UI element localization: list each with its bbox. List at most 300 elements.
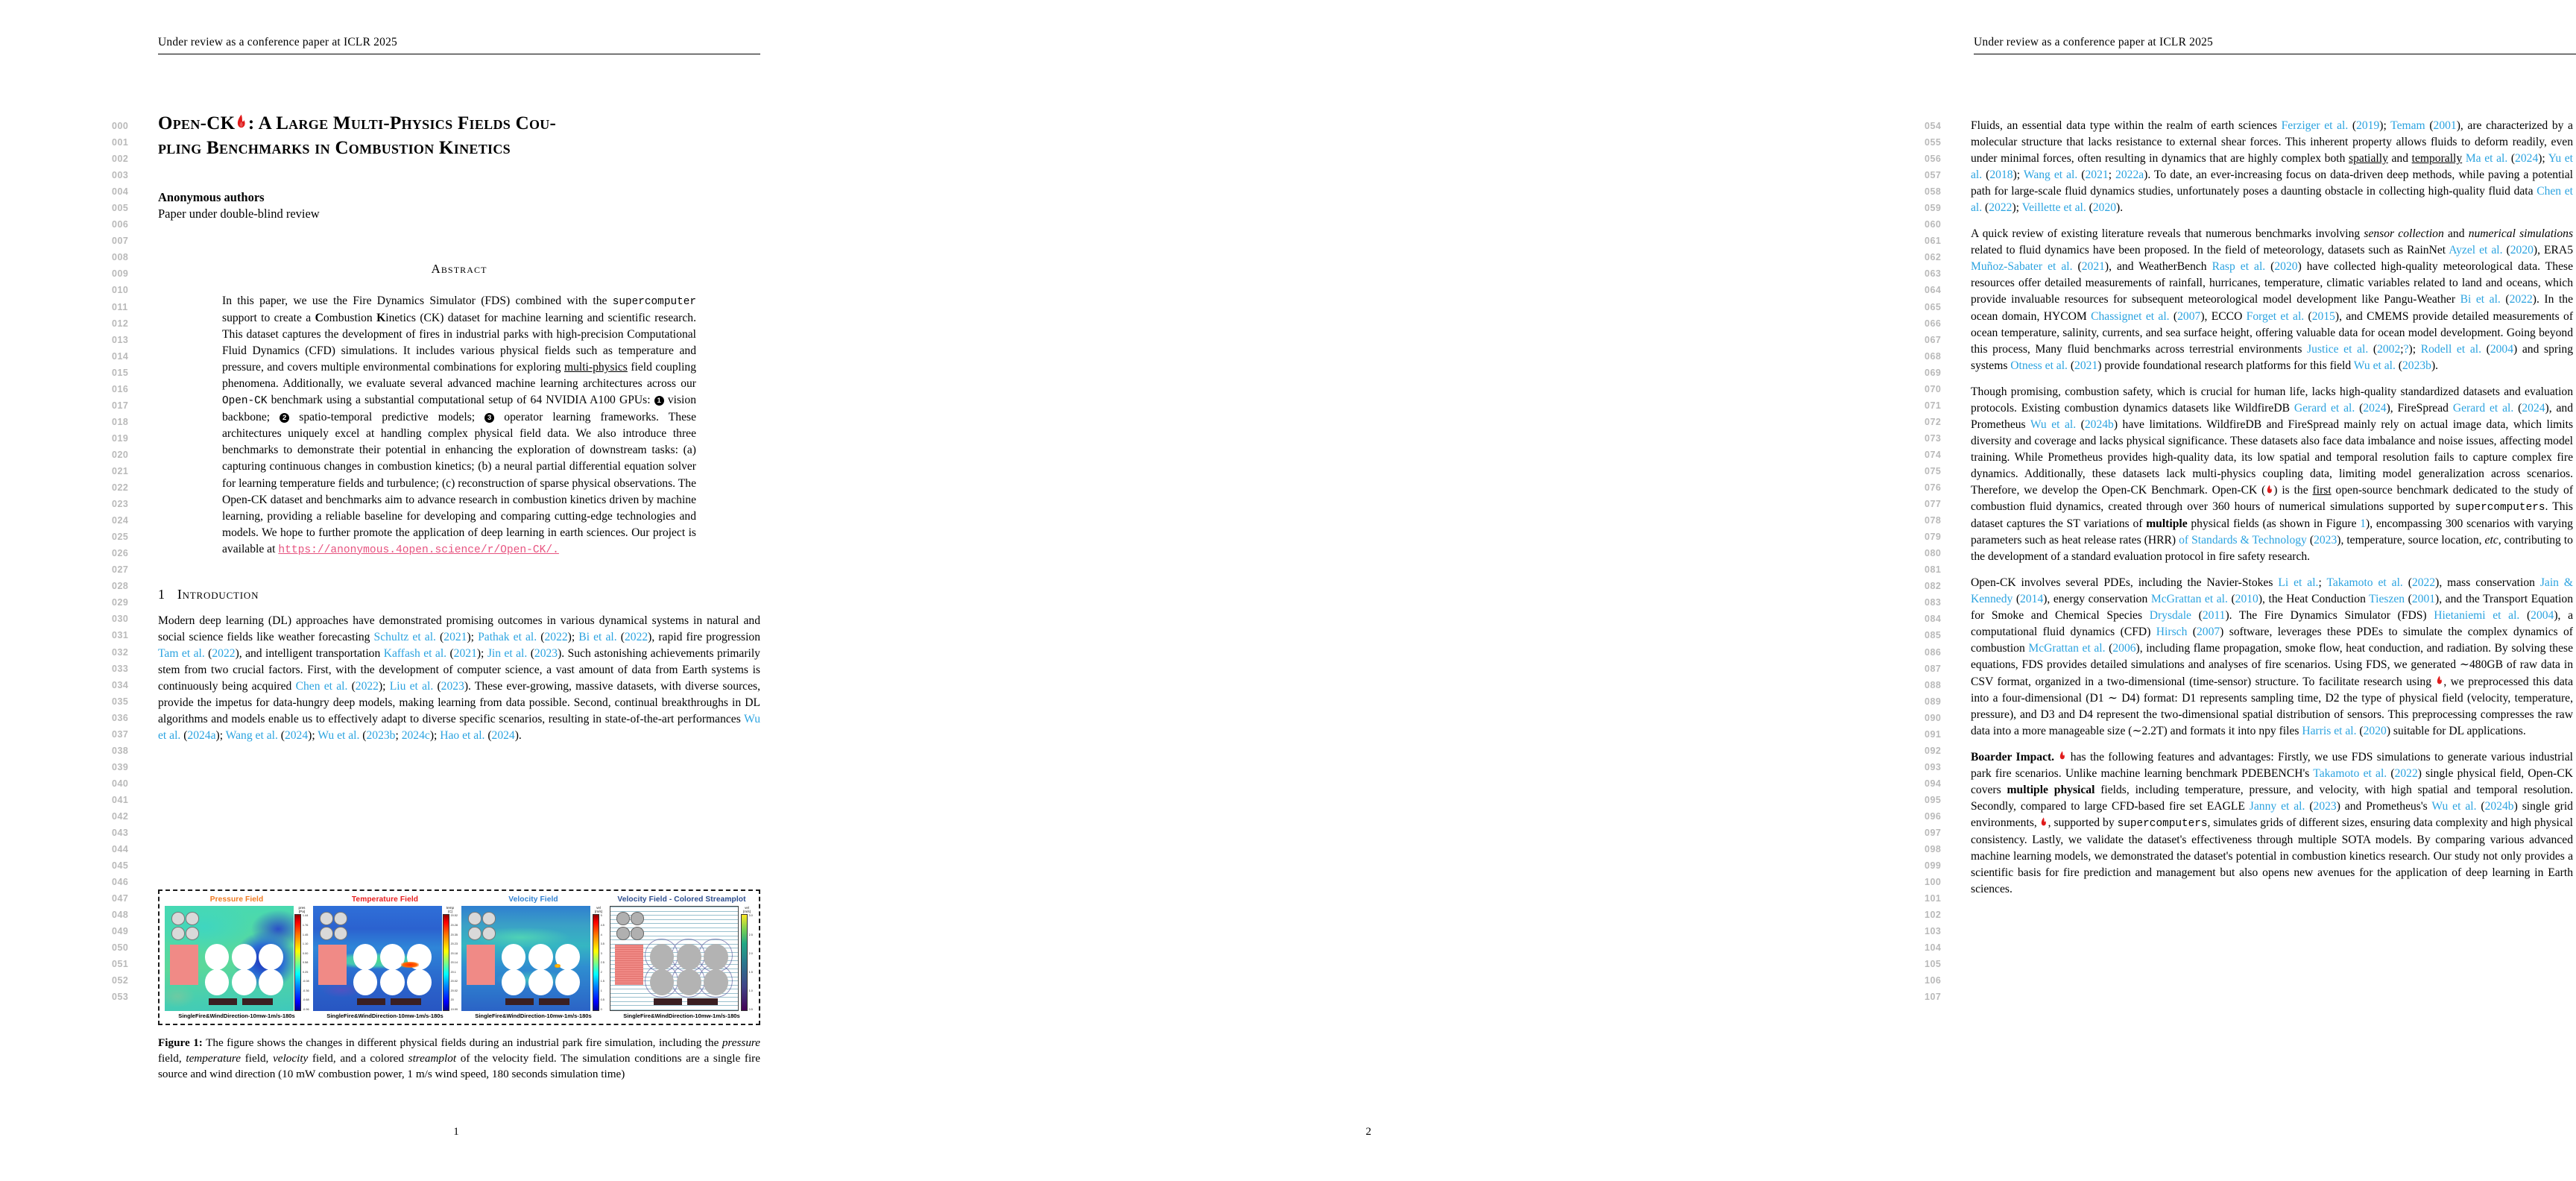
citation[interactable]: Ferziger et al. — [2281, 119, 2349, 132]
panel-body — [165, 906, 309, 1011]
author-name: Anonymous authors — [158, 190, 265, 204]
text-run: ), and intelligent transportation — [235, 646, 384, 660]
storage-tank-icon — [171, 927, 185, 940]
line-number: 048 — [112, 910, 129, 921]
colorbar-tick: 3.0 — [748, 914, 753, 918]
citation[interactable]: 2001 — [2433, 119, 2457, 132]
abstract-bold-c: C — [315, 312, 323, 325]
line-number: 052 — [112, 975, 129, 986]
bullet-2: 2 — [280, 413, 289, 423]
colorbar-tick: 4.5 — [600, 923, 604, 927]
text-run: ( — [2076, 418, 2085, 431]
text-run: ( — [2169, 309, 2178, 323]
citation[interactable]: Tam et al. — [158, 646, 205, 660]
figure-caption-velocity: velocity — [273, 1052, 309, 1065]
line-number: 081 — [1925, 564, 1942, 576]
citation[interactable]: Wang et al. — [2023, 169, 2078, 182]
colorbar-tick: -0.08 — [302, 980, 309, 983]
line-number: 047 — [112, 893, 129, 904]
citation[interactable]: 2019 — [2356, 119, 2380, 132]
citation[interactable]: McGrattan et al. — [2028, 642, 2106, 655]
citation[interactable]: of Standards & Technology — [2179, 534, 2307, 547]
citation[interactable]: Wang et al. — [225, 729, 278, 743]
line-number: 041 — [112, 794, 129, 805]
text-run: ); — [378, 679, 390, 693]
panel-plot — [313, 906, 442, 1011]
text-run: ) have collected high-quality meteorological data. These resources offer detailed measurements of rainfall, hurricanes, temperature, climatic variables related to land and oceans, which provide invaluable resources for subsequent meteorological model development like Pangu-Weather — [1971, 260, 2573, 306]
citation[interactable]: Veillette et al. — [2021, 201, 2086, 215]
line-number: 003 — [112, 170, 129, 181]
text-run: ) provide foundational research platforms for this field — [2097, 359, 2354, 372]
colorbar-tick: 2.0 — [748, 951, 753, 955]
line-number: 001 — [112, 137, 129, 148]
citation[interactable]: Liu et al. — [389, 679, 434, 693]
text-run: ( — [2305, 799, 2314, 813]
colorbar-ticks — [599, 914, 604, 1011]
text-run: ( — [2355, 401, 2364, 415]
line-number: 055 — [1925, 137, 1942, 148]
colorbar — [590, 906, 605, 1011]
text-run: Though promising, combustion safety, which is crucial for human life, lacks high-quality standardized datasets and evaluation protocols. Existing combustion dynamics datasets like WildfireDB — [1971, 385, 2573, 415]
line-number: 023 — [112, 499, 129, 510]
line-number: 033 — [112, 663, 129, 674]
line-number: 016 — [112, 383, 129, 394]
text-run: ( — [2348, 119, 2357, 132]
line-number: 090 — [1925, 712, 1942, 723]
citation[interactable]: Chassignet et al. — [2091, 309, 2170, 323]
citation[interactable]: Kaffash et al. — [383, 646, 447, 660]
line-number: 070 — [1925, 383, 1942, 394]
text-run: ) have limitations. WildfireDB and FireSpread mainly rely on actual image data, which limits diversity and coverage and lacks physical significance. These datasets also face data imbalance and noise issues, affecting model training. While Prometheus provides high-quality data, its low spatial and temporal resolution fails to capture complex fire dynamics. Additionally, these datasets lack multi-physics coupling data, limiting model generalization across scenarios. Therefore, we develop the Open-CK Benchmark. Open-CK ( — [1971, 418, 2574, 497]
citation[interactable]: 2021 — [443, 630, 467, 643]
citation[interactable]: 2022 — [2411, 576, 2436, 590]
citation[interactable]: McGrattan et al. — [2150, 593, 2228, 606]
storage-tank-icon — [334, 912, 347, 925]
fire-icon — [2059, 751, 2066, 762]
colorbar-label: vel (m/s) — [594, 906, 603, 914]
running-header-text: Under review as a conference paper at ICLR 2025 — [158, 36, 397, 48]
project-url-link[interactable]: https://anonymous.4open.science/r/Open-CK/. — [278, 544, 559, 556]
citation[interactable]: Li et al. — [2278, 576, 2319, 590]
line-number: 034 — [112, 679, 129, 690]
fire-icon — [2040, 817, 2048, 828]
citation[interactable]: Chen et al. — [1971, 185, 2573, 215]
line-number: 017 — [112, 400, 129, 411]
text-run: ( — [2306, 534, 2314, 547]
colorbar-tick: 1.76 — [302, 923, 309, 927]
figure-panel-1 — [165, 895, 309, 1019]
citation[interactable]: 2023b — [2402, 359, 2431, 372]
citation[interactable]: 2004 — [2531, 609, 2554, 623]
fire-source-block — [318, 945, 347, 985]
text-run: ( — [2481, 342, 2490, 356]
silo-shape — [380, 969, 405, 995]
citation[interactable]: 2022 — [212, 646, 236, 660]
line-number: 053 — [112, 992, 129, 1003]
citation[interactable]: 2021 — [453, 646, 477, 660]
colorbar-tick: 0 — [600, 1007, 602, 1011]
line-number: 011 — [112, 301, 128, 312]
citation[interactable]: Jin et al. — [487, 646, 528, 660]
line-number: 079 — [1925, 532, 1942, 543]
text-run: ( — [2507, 152, 2516, 166]
line-number: 102 — [1925, 910, 1942, 921]
citation[interactable]: Wu et al. — [2431, 799, 2477, 813]
abstract-mono-openck: Open-CK — [222, 395, 268, 408]
citation[interactable]: 2023 — [2313, 799, 2337, 813]
silo-shape — [259, 969, 283, 995]
citation[interactable]: 2022a — [2115, 169, 2144, 182]
text-run: ( — [2356, 724, 2364, 737]
figure-caption-b: field, — [158, 1052, 186, 1065]
text-run: ( — [1982, 201, 1989, 215]
building-block — [209, 998, 237, 1004]
text-run: ), energy conservation — [2043, 593, 2151, 606]
citation[interactable]: 2021 — [2074, 359, 2098, 372]
building-block — [539, 998, 570, 1004]
colorbar-tick: 0.5 — [748, 1007, 753, 1011]
text-run: ), and CMEMS provide detailed measurements of ocean temperature, salinity, currents, and sea surface height, offering valuable data for ocean model development. Going beyond this process, Many fluid benchmarks across terrestrial environments — [1971, 309, 2574, 356]
citation[interactable]: Drysdale — [2149, 609, 2191, 623]
citation[interactable]: Pathak et al. — [478, 630, 537, 643]
citation[interactable]: Wu et al. — [318, 729, 360, 743]
citation[interactable]: 2021 — [2081, 260, 2105, 274]
line-number: 093 — [1925, 761, 1942, 772]
citation[interactable]: 2014 — [2020, 593, 2044, 606]
citation[interactable]: 2022 — [355, 679, 379, 693]
citation[interactable]: Wu et al. — [158, 713, 760, 743]
line-number: 068 — [1925, 350, 1942, 362]
abstract-text-1: In this paper, we use the Fire Dynamics Simulator (FDS) combined with the — [222, 295, 613, 307]
citation[interactable]: 1 — [2360, 517, 2367, 531]
text-run: Fluids, an essential data type within the realm of earth sciences — [1971, 119, 2282, 132]
figure-panel-4 — [610, 895, 754, 1019]
line-number: 014 — [112, 350, 129, 362]
silo-shape — [353, 969, 378, 995]
citation[interactable]: Yu et al. — [1971, 152, 2573, 182]
citation[interactable]: 2018 — [1989, 169, 2013, 182]
line-number: 043 — [112, 828, 129, 839]
colorbar-label: vel (m/s) — [742, 906, 751, 914]
text-run: and — [2443, 227, 2469, 241]
text-run: . This dataset captures the ST variations of — [1971, 500, 2573, 531]
text-run: ); — [2012, 169, 2024, 182]
citation[interactable]: Schultz et al. — [373, 630, 436, 643]
citation[interactable]: Otness et al. — [2010, 359, 2068, 372]
citation[interactable]: 2020 — [2092, 201, 2117, 215]
colorbar-tick: 20.1 — [450, 970, 456, 974]
text-run: ( — [433, 679, 441, 693]
citation[interactable]: Tieszen — [2369, 593, 2405, 606]
text-run: ( — [2513, 401, 2522, 415]
storage-tank-icon — [482, 927, 496, 940]
line-number: 092 — [1925, 745, 1942, 756]
text-run: ( — [2395, 359, 2402, 372]
colorbar-tick: -0.36 — [302, 989, 309, 992]
underlined-run: spatially — [2349, 152, 2388, 166]
figure-panel-2 — [313, 895, 457, 1019]
line-number: 038 — [112, 745, 129, 756]
line-number: 066 — [1925, 318, 1942, 329]
citation[interactable]: 2010 — [2235, 593, 2258, 606]
line-number: 104 — [1925, 942, 1942, 954]
figure-1-container — [158, 889, 760, 1082]
citation[interactable]: 2022 — [624, 630, 648, 643]
line-number: 002 — [112, 154, 129, 165]
citation[interactable]: 2006 — [2112, 642, 2136, 655]
storage-tank-icon — [468, 927, 482, 940]
citation[interactable]: Harris et al. — [2302, 724, 2357, 737]
colorbar-ticks — [301, 914, 309, 1011]
citation[interactable]: 2024a — [187, 729, 216, 743]
line-number: 050 — [112, 942, 129, 954]
citation[interactable]: 2024 — [2363, 401, 2387, 415]
colorbar-tick: 19.99 — [450, 1007, 458, 1011]
silo-shape — [205, 969, 230, 995]
citation[interactable]: 2004 — [2490, 342, 2514, 356]
citation[interactable]: 2001 — [2411, 593, 2436, 606]
citation[interactable]: Jain & Kennedy — [1971, 576, 2574, 606]
silo-shape — [528, 944, 553, 970]
text-run: ); — [476, 646, 487, 660]
citation[interactable]: 2024b — [2484, 799, 2514, 813]
citation[interactable]: Rasp et al. — [2212, 260, 2266, 274]
citation[interactable]: 2023 — [2314, 534, 2337, 547]
citation[interactable]: Muñoz-Sabater et al. — [1971, 260, 2073, 274]
colorbar-main — [294, 914, 309, 1011]
citation[interactable]: Bi et al. — [2460, 293, 2501, 306]
storage-tank-icon — [468, 912, 482, 925]
text-run: , simulates grids of different sizes, ensuring data complexity and high physical consistency. Lastly, we validate the dataset's effectiveness through multiple SOTA models. By comparing various advanced machine learning models, we demonstrated the dataset's potential in combustion kinetics research. Our study not only provides a scientific basis for fire prediction and management but also opens new avenues for the application of deep learning in Earth sciences. — [1971, 816, 2573, 896]
figure-caption-label: Figure 1: — [158, 1036, 203, 1049]
figure-caption-e: of the velocity field. The simulation conditions are a single fire source and wind direction (10 mW combustion power, 1 m/s wind speed, 180 seconds simulation time) — [158, 1052, 760, 1080]
colorbar-gradient — [593, 914, 599, 1011]
citation[interactable]: 2023 — [441, 679, 464, 693]
fire-hotspot — [555, 964, 561, 969]
fire-icon — [2436, 675, 2443, 687]
text-run: ( — [527, 646, 534, 660]
line-number: 032 — [112, 646, 129, 658]
line-number: 085 — [1925, 630, 1942, 641]
building-block — [505, 998, 534, 1004]
colorbar-ticks — [449, 914, 458, 1011]
citation[interactable]: Wu et al. — [2353, 359, 2396, 372]
colorbar-label: temp (C) — [446, 906, 455, 914]
abstract-text-9: operator learning frameworks. These architectures uniquely excel at handling complex physical field data. We also introduce three benchmarks to demonstrate their potential in enhancing the exploration of downstream tasks: (a) capturing continuous changes in combustion kinetics; (b) a neural partial differential equation solver for learning temperature fields and turbulence; (c) reconstruction of sparse physical observations. The Open-CK dataset and benchmarks aim to advance research in combustion kinetics driven by machine learning, providing a reliable baseline for developing and comparing cutting-edge technologies and models. We hope to further promote the application of deep learning in earth sciences. Our project is available at — [222, 411, 696, 555]
colorbar-tick: 0.25 — [302, 970, 309, 974]
page-2-column — [1971, 118, 2573, 907]
citation[interactable]: Forget et al. — [2246, 309, 2305, 323]
colorbar-main — [443, 914, 458, 1011]
line-number: 059 — [1925, 203, 1942, 214]
abstract-text-6: benchmark using a substantial computational setup of 64 NVIDIA A100 GPUs: — [267, 394, 654, 407]
citation[interactable]: Ayzel et al. — [2449, 244, 2503, 257]
text-run: ), the Heat Conduction — [2258, 593, 2370, 606]
text-run: ( — [2191, 609, 2203, 623]
text-run: and — [2387, 152, 2412, 166]
citation[interactable]: Gerard et al. — [2294, 401, 2355, 415]
text-run: A quick review of existing literature reveals that numerous benchmarks involving — [1971, 227, 2364, 241]
abstract-text-2: support to create a — [222, 312, 315, 325]
figure-1-caption — [158, 1035, 760, 1082]
line-number: 005 — [112, 203, 129, 214]
text-run: ); — [2408, 342, 2421, 356]
text-run: open-source benchmark dedicated to the study of combustion fluid dynamics, created through over 360 hours of numerical simulations supported by — [1971, 483, 2574, 514]
running-header-text-right: Under review as a conference paper at ICLR 2025 — [1974, 36, 2213, 48]
bullet-3: 3 — [484, 413, 494, 423]
figure-1-panels — [158, 889, 760, 1025]
text-run: ( — [2519, 609, 2531, 623]
text-run: Open-CK involves several PDEs, including the Navier-Stokes — [1971, 576, 2279, 590]
citation[interactable]: Hietaniemi et al. — [2434, 609, 2520, 623]
line-number: 096 — [1925, 810, 1942, 822]
citation[interactable]: 2024 — [284, 729, 309, 743]
text-run: ( — [180, 729, 188, 743]
citation[interactable]: 2002 — [2377, 342, 2401, 356]
citation[interactable]: Chen et al. — [295, 679, 348, 693]
building-block — [391, 998, 422, 1004]
citation[interactable]: Hao et al. — [440, 729, 485, 743]
running-header-right — [1974, 36, 2576, 54]
text-run: ), are characterized by a molecular structure that lacks resistance to external shear forces. This inherent property allows fluids to deform readily, even under minimal forces, often resulting in dynamics that are highly complex both — [1971, 119, 2573, 166]
citation[interactable]: 2023 — [534, 646, 558, 660]
text-run: ). — [514, 729, 522, 743]
text-run: ( — [2502, 244, 2510, 257]
building-block — [357, 998, 385, 1004]
line-number: 057 — [1925, 170, 1942, 181]
line-numbers-right — [1925, 118, 1956, 1006]
building-block — [242, 998, 274, 1004]
storage-tank-icon — [482, 912, 496, 925]
colorbar-gradient — [294, 914, 301, 1011]
line-number: 027 — [112, 564, 129, 576]
citation[interactable]: 2011 — [2202, 609, 2226, 623]
section-number: 1 — [158, 586, 165, 602]
text-run: ( — [277, 729, 285, 743]
citation[interactable]: 2022 — [544, 630, 568, 643]
bullet-1: 1 — [654, 396, 664, 406]
citation[interactable]: 2024 — [2522, 401, 2545, 415]
citation[interactable]: 2022 — [2394, 766, 2418, 780]
citation[interactable]: 2024 — [2515, 152, 2539, 166]
text-run: ). To date, an ever-increasing focus on data-driven deep methods, while paving a potential path for large-scale fluid dynamics studies, unfortunately poses a daunting obstacle in collecting high-quality fluid data — [1971, 169, 2573, 198]
colorbar — [442, 906, 457, 1011]
colorbar-tick: 0.58 — [302, 961, 309, 965]
text-run: ), rapid fire progression — [648, 630, 761, 643]
line-number: 035 — [112, 696, 129, 707]
text-run: ) single physical field, Open-CK covers — [1971, 766, 2574, 796]
citation[interactable]: 2024b — [2084, 418, 2114, 431]
line-number: 049 — [112, 926, 129, 937]
text-run: ( — [2425, 119, 2434, 132]
text-run: , contributing to the development of a standard evaluation protocol in fire safety research. — [1971, 534, 2573, 564]
silo-shape — [407, 969, 432, 995]
line-number: 084 — [1925, 614, 1942, 625]
text-run: ( — [2387, 766, 2395, 780]
citation[interactable]: Ma et al. — [2465, 152, 2508, 166]
colorbar-tick: 20.35 — [450, 933, 458, 936]
citation[interactable]: 2023b — [366, 729, 396, 743]
citation[interactable]: 2007 — [2196, 626, 2220, 639]
citation[interactable]: 2022 — [1989, 201, 2012, 215]
title-line2: pling Benchmarks in Combustion Kinetics — [158, 137, 511, 158]
citation[interactable]: 2024c — [401, 729, 430, 743]
line-number: 024 — [112, 515, 129, 526]
line-number: 045 — [112, 860, 129, 872]
line-number: 071 — [1925, 400, 1942, 411]
text-run: ( — [1982, 169, 1990, 182]
line-number: 067 — [1925, 334, 1942, 345]
citation[interactable]: Rodell et al. — [2420, 342, 2481, 356]
citation[interactable]: Wu et al. — [2030, 418, 2077, 431]
citation[interactable]: 2024 — [491, 729, 515, 743]
colorbar-tick: 20 — [450, 998, 454, 1002]
line-number: 021 — [112, 465, 129, 476]
citation[interactable]: 2015 — [2311, 309, 2335, 323]
citation[interactable]: 2021 — [2085, 169, 2109, 182]
colorbar-tick: -0.68 — [302, 998, 309, 1002]
colorbar-main — [593, 914, 604, 1011]
panel-caption: SingleFire&WindDirection-10mw-1m/s-180s — [178, 1012, 295, 1019]
citation[interactable]: Bi et al. — [578, 630, 617, 643]
citation[interactable]: 2007 — [2177, 309, 2201, 323]
citation[interactable]: 2022 — [2509, 293, 2533, 306]
line-number: 072 — [1925, 416, 1942, 427]
page-number-right: 2 — [1366, 1126, 1371, 1138]
underlined-run: temporally — [2411, 152, 2463, 166]
figure-caption-streamplot: streamplot — [408, 1052, 457, 1065]
citation[interactable]: Temam — [2390, 119, 2425, 132]
colorbar-tick: 20.14 — [450, 961, 458, 965]
citation[interactable]: 2020 — [2274, 260, 2298, 274]
line-number: 058 — [1925, 186, 1942, 198]
colorbar-tick: 1.44 — [302, 914, 309, 918]
line-number: 012 — [112, 318, 129, 329]
citation[interactable]: Janny et al. — [2249, 799, 2305, 813]
citation[interactable]: 2020 — [2510, 244, 2534, 257]
bold-run: multiple — [2146, 517, 2188, 531]
figure-caption-a: The figure shows the changes in different physical fields during an industrial park fire simulation, including the — [202, 1036, 722, 1049]
colorbar-tick: 20.02 — [450, 980, 458, 983]
text-run: ; — [395, 729, 402, 743]
citation[interactable]: Gerard et al. — [2452, 401, 2514, 415]
citation[interactable]: Justice et al. — [2307, 342, 2369, 356]
text-run: physical fields (as shown in Figure — [2187, 517, 2361, 531]
text-run: ), and WeatherBench — [2104, 260, 2212, 274]
line-number: 015 — [112, 367, 129, 378]
text-run: ( — [2304, 309, 2312, 323]
title-openck: Open-CK — [158, 113, 236, 133]
line-number: 103 — [1925, 926, 1942, 937]
text-run: ); — [2012, 201, 2022, 215]
text-run: ( — [446, 646, 454, 660]
line-number: 086 — [1925, 646, 1942, 658]
citation[interactable]: 2020 — [2363, 724, 2387, 737]
citation[interactable]: Hirsch — [2156, 626, 2188, 639]
text-run: ( — [2227, 593, 2235, 606]
line-number: 091 — [1925, 728, 1942, 740]
line-number: 018 — [112, 416, 129, 427]
line-number: 075 — [1925, 465, 1942, 476]
colorbar-tick: 3 — [600, 951, 602, 955]
figure-caption-d: field, and a colored — [308, 1052, 408, 1065]
fire-source-block — [467, 945, 495, 985]
abstract-underline-multiphysics: multi-physics — [564, 361, 628, 374]
citation[interactable]: Takamoto et al. — [2326, 576, 2403, 590]
citation[interactable]: Takamoto et al. — [2313, 766, 2387, 780]
line-number: 094 — [1925, 778, 1942, 789]
citation[interactable]: ? — [2403, 342, 2409, 356]
